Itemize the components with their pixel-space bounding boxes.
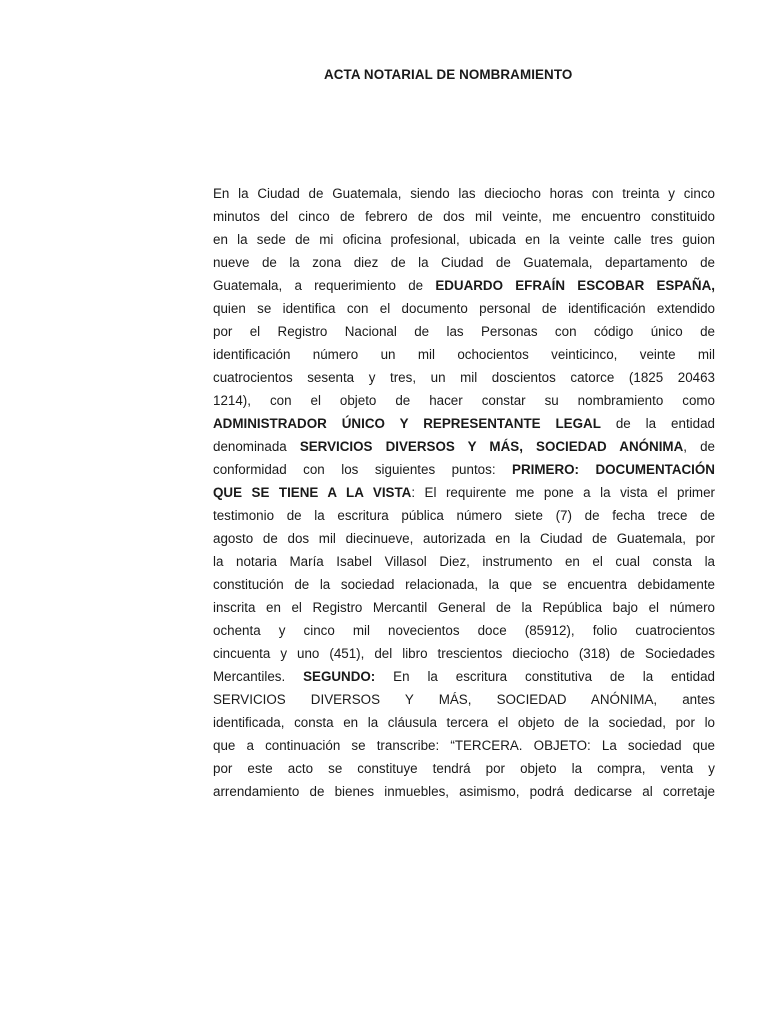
- text-span: minutos del cinco de febrero de dos mil veinte, me encuentro constituido: [213, 209, 715, 224]
- document-title: ACTA NOTARIAL DE NOMBRAMIENTO: [324, 67, 573, 82]
- paragraph-line: [213, 297, 715, 320]
- bold-text: PRIMERO: DOCUMENTACIÓN: [512, 462, 715, 477]
- text-span: testimonio de la escritura pública número siete (7) de fecha trece de: [213, 508, 715, 523]
- text-span: denominada: [213, 439, 300, 454]
- paragraph-line: [213, 688, 715, 711]
- paragraph-line: [213, 780, 715, 803]
- text-span: nueve de la zona diez de la Ciudad de Guatemala, departamento de: [213, 255, 715, 270]
- paragraph-line: [213, 757, 715, 780]
- paragraph-line: [213, 205, 715, 228]
- text-span: identificación número un mil ochocientos veinticinco, veinte mil: [213, 347, 715, 362]
- paragraph-line: [213, 274, 715, 297]
- paragraph-line: [213, 711, 715, 734]
- paragraph-line: [213, 665, 715, 688]
- text-span: Guatemala, a requerimiento de: [213, 278, 436, 293]
- paragraph-line: [213, 412, 715, 435]
- text-span: agosto de dos mil diecinueve, autorizada en la Ciudad de Guatemala, por: [213, 531, 715, 546]
- text-span: que a continuación se transcribe: “TERCERA. OBJETO: La sociedad que: [213, 738, 715, 753]
- bold-text: ADMINISTRADOR ÚNICO Y REPRESENTANTE LEGAL: [213, 416, 601, 431]
- text-span: : El requirente me pone a la vista el primer: [411, 485, 715, 500]
- paragraph-line: [213, 320, 715, 343]
- text-span: En la escritura constitutiva de la entidad: [375, 669, 715, 684]
- paragraph-line: [213, 573, 715, 596]
- paragraph-line: [213, 642, 715, 665]
- paragraph-line: [213, 504, 715, 527]
- paragraph-line: [213, 619, 715, 642]
- text-span: 1214), con el objeto de hacer constar su nombramiento como: [213, 393, 715, 408]
- text-span: en la sede de mi oficina profesional, ubicada en la veinte calle tres guion: [213, 232, 715, 247]
- paragraph-line: [213, 458, 715, 481]
- paragraph-line: [213, 550, 715, 573]
- text-span: cuatrocientos sesenta y tres, un mil doscientos catorce (1825 20463: [213, 370, 715, 385]
- bold-text: SERVICIOS DIVERSOS Y MÁS, SOCIEDAD ANÓNIMA: [299, 439, 684, 454]
- text-span: , de: [683, 439, 715, 454]
- paragraph-line: [213, 343, 715, 366]
- paragraph-line: [213, 389, 715, 412]
- text-span: por el Registro Nacional de las Personas con código único de: [213, 324, 715, 339]
- text-span: la notaria María Isabel Villasol Diez, instrumento en el cual consta la: [213, 554, 715, 569]
- text-span: quien se identifica con el documento personal de identificación extendido: [213, 301, 715, 316]
- text-span: identificada, consta en la cláusula tercera el objeto de la sociedad, por lo: [213, 715, 715, 730]
- paragraph-line: [213, 251, 715, 274]
- text-span: ochenta y cinco mil novecientos doce (85912), folio cuatrocientos: [213, 623, 715, 638]
- text-span: En la Ciudad de Guatemala, siendo las dieciocho horas con treinta y cinco: [213, 186, 715, 201]
- bold-text: EDUARDO EFRAÍN ESCOBAR ESPAÑA,: [435, 278, 715, 293]
- text-span: de la entidad: [600, 416, 715, 431]
- paragraph-line: [213, 596, 715, 619]
- paragraph-line: [213, 734, 715, 757]
- paragraph-line: [213, 481, 715, 504]
- paragraph-line: [213, 435, 715, 458]
- text-span: constitución de la sociedad relacionada, la que se encuentra debidamente: [213, 577, 715, 592]
- text-span: conformidad con los siguientes puntos:: [213, 462, 513, 477]
- text-span: inscrita en el Registro Mercantil General de la República bajo el número: [213, 600, 715, 615]
- paragraph-line: [213, 527, 715, 550]
- paragraph-line: [213, 228, 715, 251]
- paragraph-line: [213, 366, 715, 389]
- text-span: cincuenta y uno (451), del libro trescientos dieciocho (318) de Sociedades: [213, 646, 715, 661]
- document-body: [213, 182, 715, 803]
- text-span: por este acto se constituye tendrá por objeto la compra, venta y: [213, 761, 715, 776]
- bold-text: QUE SE TIENE A LA VISTA: [213, 485, 412, 500]
- text-span: arrendamiento de bienes inmuebles, asimismo, podrá dedicarse al corretaje: [213, 784, 715, 799]
- paragraph-line: [213, 182, 715, 205]
- text-span: SERVICIOS DIVERSOS Y MÁS, SOCIEDAD ANÓNIMA, antes: [213, 692, 715, 707]
- text-span: Mercantiles.: [213, 669, 304, 684]
- bold-text: SEGUNDO:: [303, 669, 376, 684]
